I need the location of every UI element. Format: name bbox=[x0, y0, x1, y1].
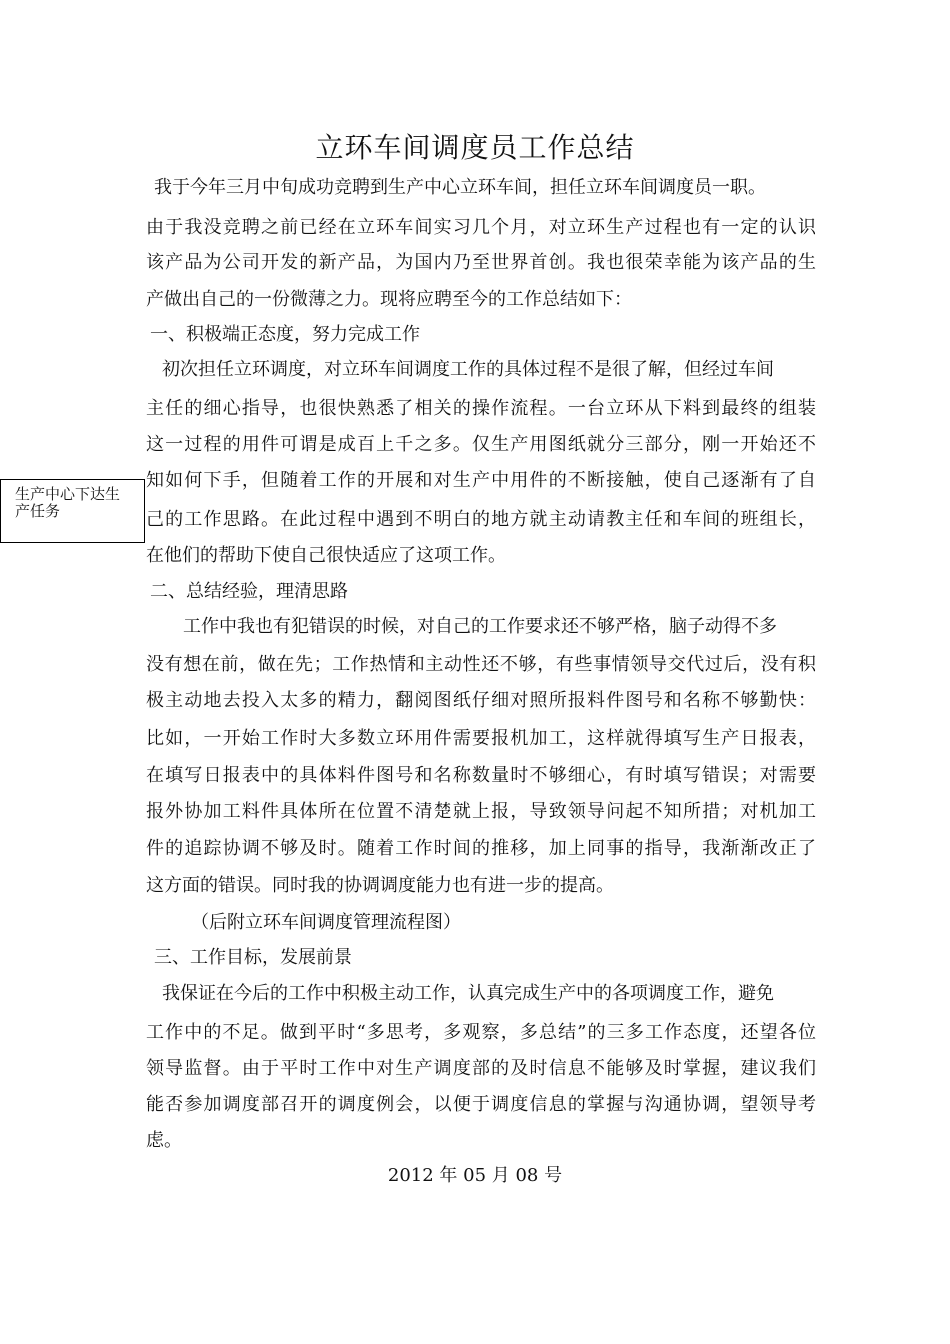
paragraph-line: 这一过程的用件可谓是成百上千之多。仅生产用图纸就分三部分，刚一开始还不 bbox=[146, 434, 816, 455]
paragraph-line: 能否参加调度部召开的调度例会，以便于调度信息的掌握与沟通协调，望领导考 bbox=[146, 1094, 816, 1115]
paragraph-line: 报外协加工料件具体所在位置不清楚就上报，导致领导问起不知所措；对机加工 bbox=[146, 801, 816, 822]
paragraph-line: 虑。 bbox=[146, 1130, 182, 1151]
paragraph-line: 我保证在今后的工作中积极主动工作，认真完成生产中的各项调度工作，避免 bbox=[162, 983, 774, 1004]
paragraph-line: 产做出自己的一份微薄之力。现将应聘至今的工作总结如下： bbox=[146, 289, 632, 310]
paragraph-line: 该产品为公司开发的新产品，为国内乃至世界首创。我也很荣幸能为该产品的生 bbox=[146, 252, 816, 273]
paragraph-line: 这方面的错误。同时我的协调调度能力也有进一步的提高。 bbox=[146, 875, 614, 896]
paragraph-line: 我于今年三月中旬成功竞聘到生产中心立环车间，担任立环车间调度员一职。 bbox=[154, 177, 766, 198]
paragraph-line: 极主动地去投入太多的精力，翻阅图纸仔细对照所报料件图号和名称不够勤快： bbox=[146, 690, 816, 711]
document-date: 2012 年 05 月 08 号 bbox=[387, 1165, 563, 1186]
flowchart-callout-box: 生产中心下达生产任务 bbox=[0, 479, 145, 543]
paragraph-line: 知如何下手，但随着工作的开展和对生产中用件的不断接触，使自己逐渐有了自 bbox=[146, 470, 816, 491]
paragraph-line: 没有想在前，做在先；工作热情和主动性还不够，有些事情领导交代过后，没有积 bbox=[146, 654, 816, 675]
paragraph-line: 比如，一开始工作时大多数立环用件需要报机加工，这样就得填写生产日报表， bbox=[146, 728, 816, 749]
paragraph-line: 工作中的不足。做到平时“多思考，多观察，多总结”的三多工作态度，还望各位 bbox=[146, 1022, 816, 1043]
paragraph-line: 在他们的帮助下使自己很快适应了这项工作。 bbox=[146, 545, 506, 566]
paragraph-line: 工作中我也有犯错误的时候，对自己的工作要求还不够严格，脑子动得不多 bbox=[183, 616, 777, 637]
section-heading: 二、总结经验，理清思路 bbox=[150, 581, 348, 602]
paragraph-line: 己的工作思路。在此过程中遇到不明白的地方就主动请教主任和车间的班组长， bbox=[146, 509, 816, 530]
paragraph-line: 领导监督。由于平时工作中对生产调度部的及时信息不能够及时掌握，建议我们 bbox=[146, 1058, 816, 1079]
paragraph-line: 主任的细心指导，也很快熟悉了相关的操作流程。一台立环从下料到最终的组装 bbox=[146, 398, 816, 419]
paragraph-line: 由于我没竞聘之前已经在立环车间实习几个月，对立环生产过程也有一定的认识 bbox=[146, 217, 816, 238]
document-title: 立环车间调度员工作总结 bbox=[315, 131, 635, 164]
section-heading: 三、工作目标，发展前景 bbox=[154, 947, 352, 968]
paragraph-line: 初次担任立环调度，对立环车间调度工作的具体过程不是很了解，但经过车间 bbox=[162, 359, 774, 380]
paragraph-line: 件的追踪协调不够及时。随着工作时间的推移，加上同事的指导，我渐渐改正了 bbox=[146, 838, 816, 859]
section-heading: 一、积极端正态度，努力完成工作 bbox=[150, 324, 420, 345]
appendix-note: （后附立环车间调度管理流程图） bbox=[191, 912, 461, 933]
paragraph-line: 在填写日报表中的具体料件图号和名称数量时不够细心，有时填写错误；对需要 bbox=[146, 765, 816, 786]
